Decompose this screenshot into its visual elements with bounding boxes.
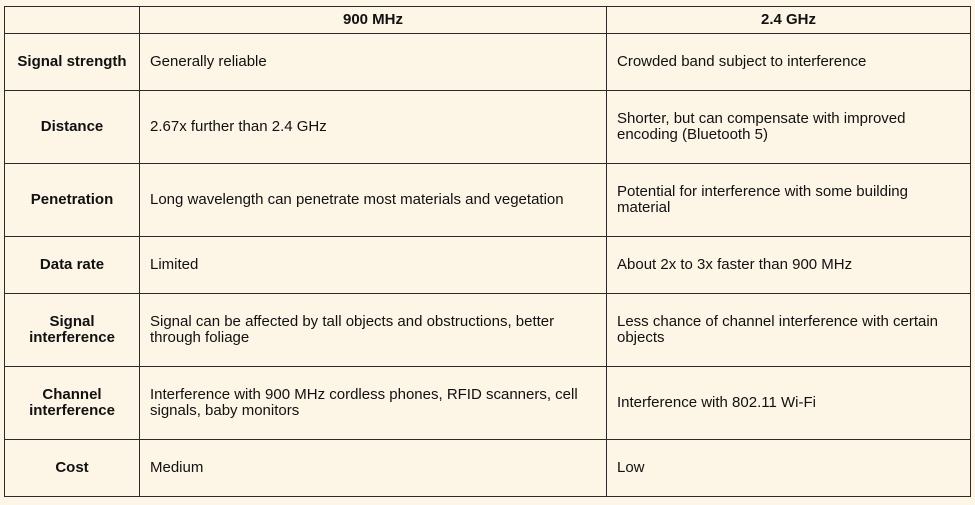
row-label-penetration: Penetration — [5, 164, 140, 237]
cell-2-4ghz: Shorter, but can compensate with improved encoding (Bluetooth 5) — [607, 91, 971, 164]
header-empty-cell — [5, 7, 140, 34]
table-row — [5, 34, 971, 91]
row-label-data-rate: Data rate — [5, 237, 140, 294]
cell-900mhz: 2.67x further than 2.4 GHz — [140, 91, 607, 164]
header-900mhz: 900 MHz — [140, 7, 607, 34]
row-label-signal-strength: Signal strength — [5, 34, 140, 91]
table-row — [5, 294, 971, 367]
cell-2-4ghz: Less chance of channel interference with certain objects — [607, 294, 971, 367]
row-label-channel-interference: Channel interference — [5, 367, 140, 440]
row-label-signal-interference: Signal interference — [5, 294, 140, 367]
table-row — [5, 164, 971, 237]
table-row — [5, 367, 971, 440]
table-header-row — [5, 7, 971, 34]
table-row — [5, 440, 971, 497]
cell-900mhz: Long wavelength can penetrate most materials and vegetation — [140, 164, 607, 237]
cell-900mhz: Medium — [140, 440, 607, 497]
comparison-table-container — [4, 6, 971, 497]
cell-900mhz: Generally reliable — [140, 34, 607, 91]
cell-900mhz: Limited — [140, 237, 607, 294]
cell-900mhz: Signal can be affected by tall objects and obstructions, better through foliage — [140, 294, 607, 367]
row-label-distance: Distance — [5, 91, 140, 164]
cell-2-4ghz: Low — [607, 440, 971, 497]
cell-2-4ghz: About 2x to 3x faster than 900 MHz — [607, 237, 971, 294]
row-label-cost: Cost — [5, 440, 140, 497]
table-row — [5, 237, 971, 294]
frequency-comparison-table — [4, 6, 971, 497]
cell-900mhz: Interference with 900 MHz cordless phones, RFID scanners, cell signals, baby monitors — [140, 367, 607, 440]
cell-2-4ghz: Crowded band subject to interference — [607, 34, 971, 91]
table-row — [5, 91, 971, 164]
cell-2-4ghz: Potential for interference with some building material — [607, 164, 971, 237]
header-2-4ghz: 2.4 GHz — [607, 7, 971, 34]
cell-2-4ghz: Interference with 802.11 Wi-Fi — [607, 367, 971, 440]
